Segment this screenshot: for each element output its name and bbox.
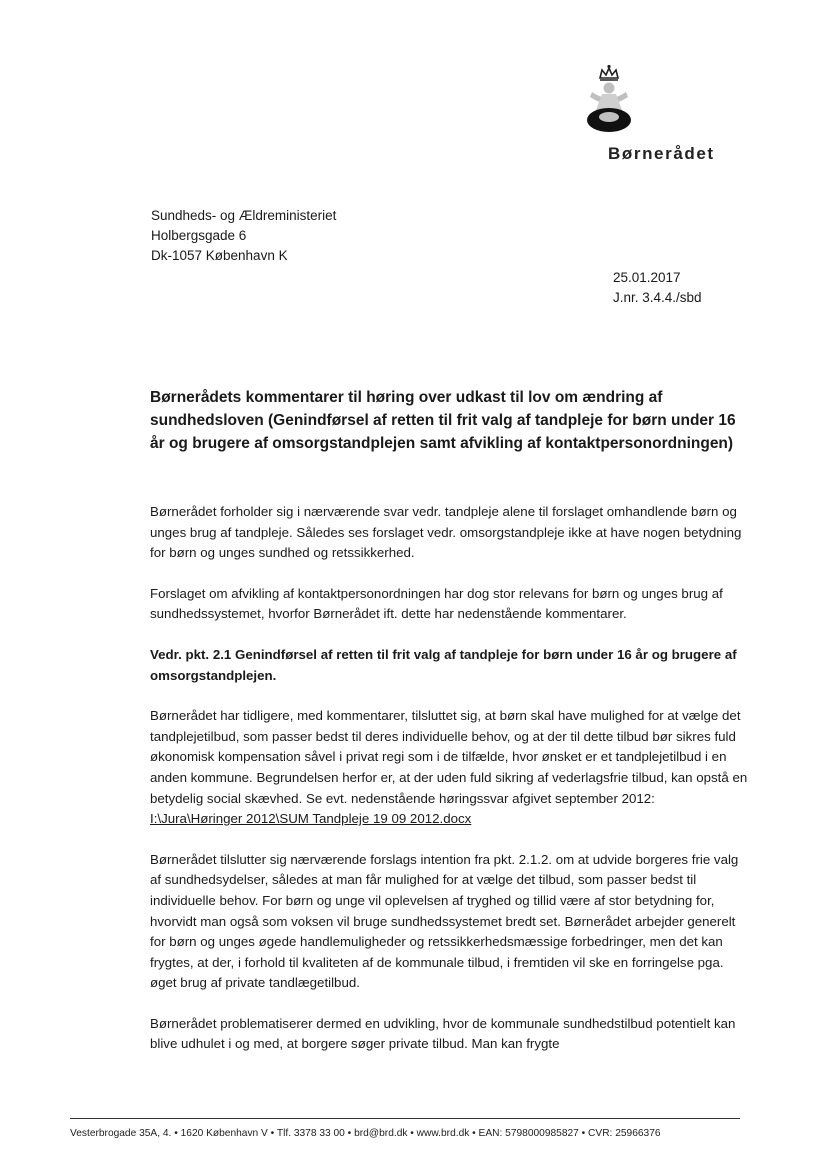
footer-divider — [70, 1118, 740, 1119]
recipient-line: Dk-1057 København K — [151, 248, 288, 263]
recipient-address — [151, 206, 336, 266]
letter-meta — [613, 268, 702, 308]
document-link[interactable]: I:\Jura\Høringer 2012\SUM Tandpleje 19 09 2012.docx — [150, 811, 472, 827]
section-heading: Vedr. pkt. 2.1 Genindførsel af retten til frit valg af tandpleje for børn under 16 år og brugere af omsorgstandplejen. — [150, 646, 737, 683]
body-paragraph: Børnerådet forholder sig i nærværende svar vedr. tandpleje alene til forslaget omhandlende børn og unges brug af tandpleje. Således ses forslaget vedr. omsorgstandpleje ikke at have nogen betydning for børn og unges sundhed og retssikkerhed. — [150, 504, 742, 561]
body-paragraph — [150, 706, 750, 830]
recipient-line: Holbergsgade 6 — [151, 228, 247, 243]
letter-date: 25.01.2017 — [613, 270, 681, 285]
letter-body — [150, 502, 750, 1075]
body-paragraph: Forslaget om afvikling af kontaktpersonordningen har dog stor relevans for børn og unges brug af sundhedssystemet, hvorfor Børnerådet ift. dette har nedenstående kommentarer. — [150, 585, 723, 622]
document-title: Børnerådets kommentarer til høring over udkast til lov om ændring af sundhedsloven (Genindførsel af retten til frit valg af tandpleje for børn under 16 år og brugere af omsorgstandplejen samt afvikling af kontaktpersonordningen) — [150, 389, 736, 452]
body-text: Børnerådet har tidligere, med kommentarer, tilsluttet sig, at børn skal have mulighed for at vælge det tandplejetilbud, som passer bedst til deres individuelle behov, og at der til dette tilbud bør sikres fuld økonomisk kompensation såvel i privat regi som i de tilfælde, hvor ønsket er et tandplejetilbud i en anden kommune. Begrundelsen herfor er, at der uden fuld sikring af vederlagsfrie tilbud, kan opstå en betydelig social skævhed. Se evt. nedenstående høringssvar afgivet september 2012: — [150, 708, 748, 806]
body-paragraph: Børnerådet tilslutter sig nærværende forslags intention fra pkt. 2.1.2. om at udvide borgeres frie valg af sundhedsydelser, således at man får mulighed for at vælge det tilbud, som passer bedst til individuelle behov. For børn og unge vil oplevelsen af tryghed og tillid være af stor betydning for, hvorvidt man også som voksen vil bruge sundhedssystemet bredt set. Børnerådet arbejder generelt for børn og unges øgede handlemuligheder og retssikkerhedsmæssige forbedringer, men det kan frygtes, at der, i forhold til kvaliteten af de kommunale tilbud, i fremtiden vil ske en forringelse pga. øget brug af private tandlægetilbud. — [150, 851, 739, 991]
org-name: Børnerådet — [608, 144, 715, 163]
journal-number: J.nr. 3.4.4./sbd — [613, 290, 702, 305]
recipient-line: Sundheds- og Ældreministeriet — [151, 208, 337, 223]
borneradet-logo-icon — [578, 64, 640, 134]
body-paragraph: Børnerådet problematiserer dermed en udvikling, hvor de kommunale sundhedstilbud potentielt kan blive udhulet i og med, at borgere søger private tilbud. Man kan frygte — [150, 1015, 736, 1052]
footer-contact: Vesterbrogade 35A, 4. • 1620 København V • Tlf. 3378 33 00 • brd@brd.dk • www.brd.dk • EAN: 5798000985827 • CVR: 25966376 — [70, 1128, 661, 1139]
